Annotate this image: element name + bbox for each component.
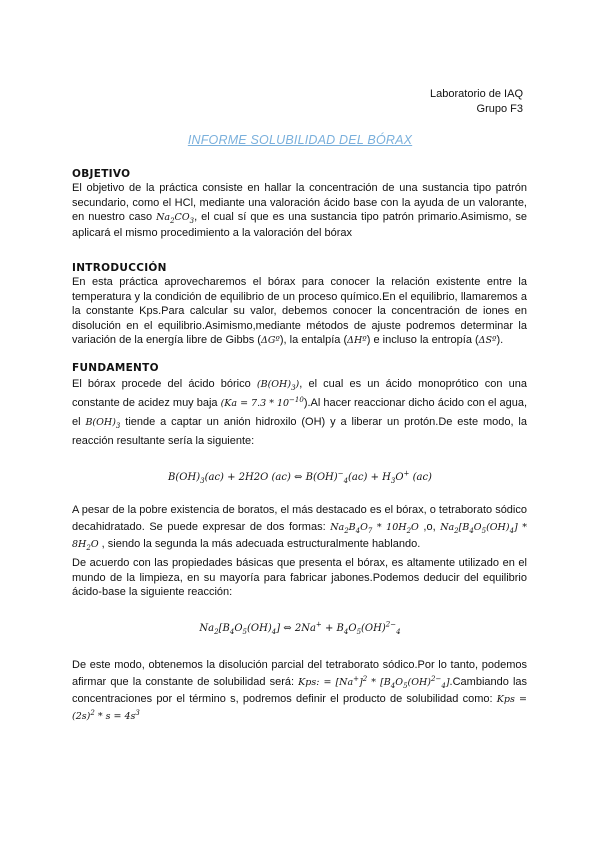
objetivo-text-b: , el cual sí que es una sustancia tipo patrón primario.Asimismo, se aplicará el mismo procedimiento a la valoración del bórax <box>72 211 527 239</box>
fund-p4-b: .Cambiando las concentraciones por el término s, podremos definir el producto de solubilidad como: <box>72 676 528 705</box>
formula-borax-structural: $Na_2[B_4O_5(OH)_4] * 8H_2O$ <box>72 522 528 552</box>
fund-p2-a: A pesar de la pobre existencia de boratos, el más destacado es el bórax, o tetraborato sódico decahidratado. Se puede expresar de dos formas: <box>72 504 527 533</box>
fund-p1-d: tiende a captar un anión hidroxilo (OH) y a liberar un protón.De este modo, la reacción resultante sería la siguiente: <box>72 416 527 447</box>
fundamento-paragraph-1 <box>72 375 527 451</box>
section-fundamento-3 <box>72 657 527 725</box>
objetivo-paragraph <box>72 181 527 240</box>
section-introduccion <box>72 262 527 349</box>
fund-p1-a: El bórax procede del ácido bórico <box>72 378 257 390</box>
formula-ka <box>220 395 304 409</box>
document-title: INFORME SOLUBILIDAD DEL BÓRAX <box>187 133 413 147</box>
equation-boric-acid-hydrolysis: $B(OH)_3(ac) + 2H2O$ (ac) ⇔ $B(OH)^-_4(ac) + H_3O^+$ (ac) <box>168 469 432 485</box>
ka-exponent: −10 <box>289 395 304 404</box>
fund-p1-b: , el cual es un ácido monoprótico con una constante de acidez muy baja <box>72 378 527 409</box>
fund-p2-sep: ,o, <box>418 521 441 533</box>
entropy-symbol: ΔSº <box>478 335 497 346</box>
equation-borax-dissociation: $Na_2[B_4O_5(OH)_4]$ ⇔ $2Na^+ + B_4O_5(OH)^{2-}_4$ <box>199 620 401 636</box>
fundamento-paragraph-2 <box>72 502 527 553</box>
section-fundamento <box>72 362 527 451</box>
fund-p4-a: De este modo, obtenemos la disolución parcial del tetraborato sódico.Por lo tanto, podemos afirmar que la constante de solubilidad será: <box>72 659 527 688</box>
section-fundamento-2 <box>72 502 527 600</box>
intro-text-c: ) e incluso la entropía ( <box>366 334 479 346</box>
group-name: Grupo F3 <box>476 103 523 115</box>
section-objetivo <box>72 168 527 240</box>
gibbs-symbol: ΔGº <box>260 335 280 346</box>
fundamento-paragraph-3: De acuerdo con las propiedades básicas que presenta el bórax, es altamente utilizado en el mundo de la limpieza, en su mayoría para fabricar jabones.Podemos deducir del equilibrio ácido-base la siguiente reacción: <box>72 557 527 598</box>
enthalpy-symbol: ΔHº <box>347 335 367 346</box>
formula-na2co3: $Na_2CO_3$ <box>156 212 195 225</box>
formula-kps-definition: Kps: = $[Na^+]^2 * [B_4O_5(OH)^{2-}_4]$ <box>298 674 450 690</box>
fundamento-paragraph-4 <box>72 657 527 725</box>
lab-name: Laboratorio de IAQ <box>430 88 523 100</box>
intro-text-b: ), la entalpía ( <box>279 334 348 346</box>
formula-boh3: $B(OH)_3$ <box>85 417 121 430</box>
introduccion-paragraph <box>72 275 527 349</box>
document-header <box>430 87 523 117</box>
formula-kps-s: Kps = $(2s)^2 * s = 4s^3$ <box>72 694 527 722</box>
heading-fundamento: FUNDAMENTO <box>72 362 159 374</box>
heading-introduccion: INTRODUCCIÓN <box>72 262 167 274</box>
formula-borax-decahydrate: $Na_2B_4O_7 * 10H_2O$ <box>330 522 419 535</box>
fund-p2-b: , siendo la segunda la más adecuada estructuralmente hablando. <box>98 538 421 550</box>
ka-base: (Ka = 7.3 * 10 <box>220 398 290 409</box>
objetivo-text-a: El objetivo de la práctica consiste en hallar la concentración de una sustancia tipo patrón secundario, como el HCl, mediante una valoración ácido base con la ayuda de un valorante, en nuestro caso <box>72 182 527 223</box>
heading-objetivo: OBJETIVO <box>72 168 131 180</box>
intro-text-d: ). <box>496 334 504 346</box>
fund-p1-c: ).Al hacer reaccionar dicho ácido con el agua, el <box>72 397 528 428</box>
formula-boric-acid: $(B(OH)_3)$ <box>256 379 300 392</box>
intro-text-a: En esta práctica aprovecharemos el bórax para conocer la relación existente entre la temperatura y la condición de equilibrio de un proceso químico.En el equilibrio, llamaremos a la constante Kps.Para calcular su valor, debemos conocer la concentración de iones en disolución en el equilibrio.Asimismo,mediante métodos de ajuste podremos determinar la variación de la energía libre de Gibbs ( <box>72 276 527 346</box>
